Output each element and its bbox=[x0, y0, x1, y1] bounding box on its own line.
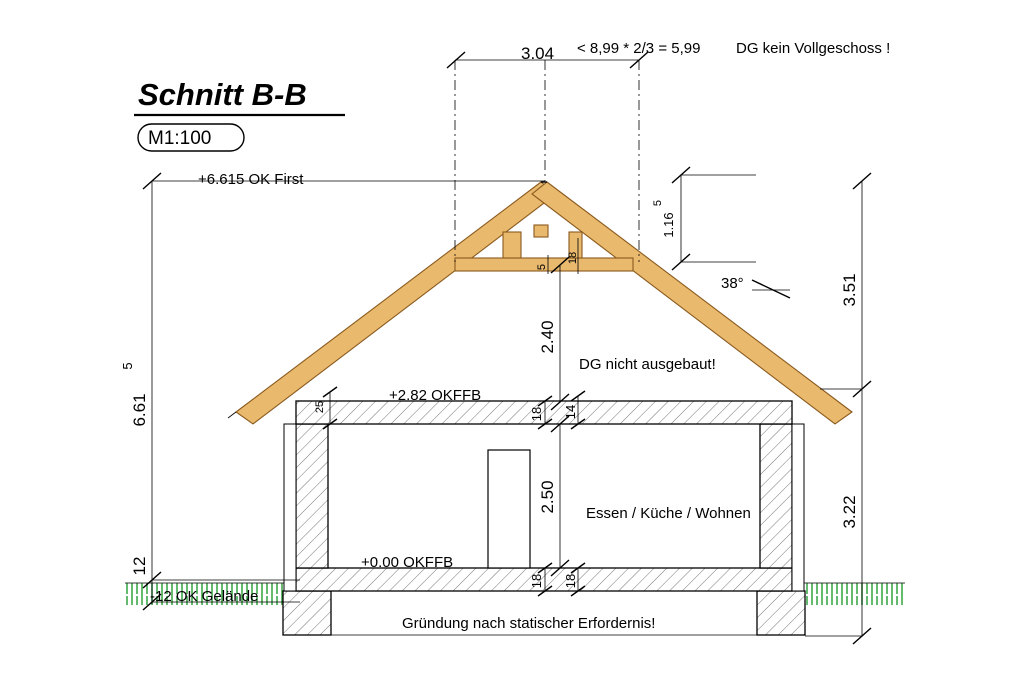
rafter-dimension: 18 bbox=[567, 251, 579, 265]
knee-wall-dimension bbox=[672, 167, 756, 270]
lower-slab-thickness-dimension: 18 bbox=[529, 573, 544, 589]
height-formula-note: < 8,99 * 2/3 = 5,99 bbox=[577, 40, 701, 57]
total-height-dimension: 6.61 bbox=[130, 393, 149, 427]
ground-floor-slab bbox=[296, 568, 792, 591]
room-height-dimension: 2.50 bbox=[538, 480, 557, 514]
ground-slab-level-label: +0.00 OKFFB bbox=[361, 554, 454, 571]
foundation-note-label: Gründung nach statischer Erfordernis! bbox=[402, 615, 656, 632]
terrain-depth-dimension: 12 bbox=[130, 556, 149, 576]
drawing-title: Schnitt B-B bbox=[138, 77, 307, 112]
total-height-dimension-superscript: 5 bbox=[120, 362, 135, 370]
roof-angle-symbol bbox=[752, 280, 790, 298]
center-dimension-chain bbox=[538, 257, 585, 596]
upper-slab-level-label: +2.82 OKFFB bbox=[389, 387, 482, 404]
knee-wall-dimension-superscript: 5 bbox=[652, 199, 664, 207]
upper-slab-thickness-dimension: 18 bbox=[529, 406, 544, 422]
living-room-label: Essen / Küche / Wohnen bbox=[586, 505, 751, 522]
terrain-level-label: -12 OK Gelände bbox=[150, 588, 259, 605]
eaves-dimension-text: 25 bbox=[314, 400, 326, 414]
lower-height-dimension: 3.22 bbox=[840, 495, 859, 529]
ridge-offset-dimension: 3.04 bbox=[521, 44, 555, 63]
attic-note-label: DG nicht ausgebaut! bbox=[579, 356, 716, 373]
attic-height-dimension: 2.40 bbox=[538, 320, 557, 354]
purlin-dimension: 5 bbox=[536, 263, 548, 271]
roof-angle-label: 38° bbox=[721, 275, 744, 292]
interior-door bbox=[488, 450, 530, 568]
lower-slab-secondary-dimension: 18 bbox=[563, 573, 578, 589]
knee-wall-dimension-text: 1.16 bbox=[661, 212, 676, 238]
ridge-level-label: +6.615 OK First bbox=[198, 171, 304, 188]
drawing-scale: M1:100 bbox=[148, 128, 212, 149]
upper-slab-secondary-dimension: 14 bbox=[563, 404, 578, 420]
attic-not-full-storey-note: DG kein Vollgeschoss ! bbox=[736, 40, 891, 57]
upper-floor-slab bbox=[296, 401, 792, 424]
roof-structure bbox=[228, 182, 852, 424]
upper-height-dimension: 3.51 bbox=[840, 273, 859, 307]
